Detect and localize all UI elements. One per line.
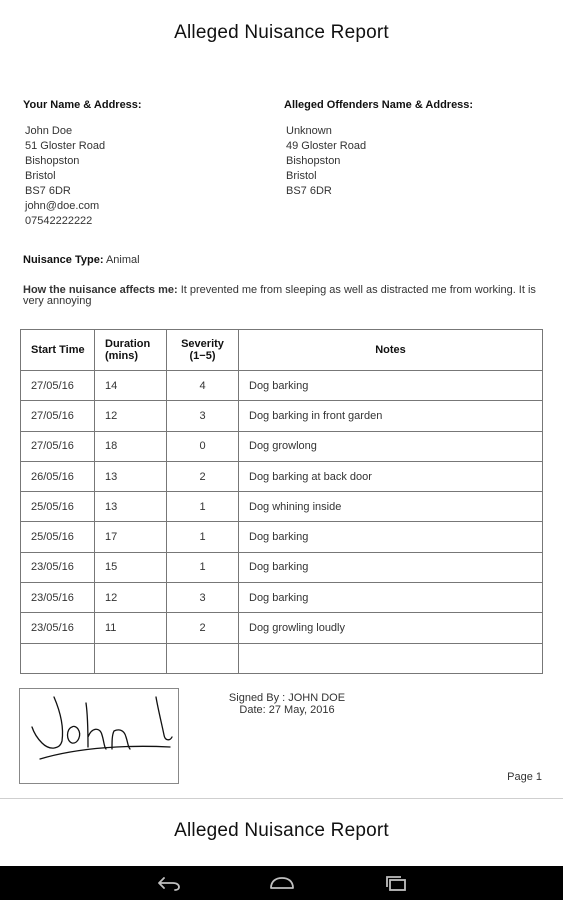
cell-severity: 4 <box>167 371 239 401</box>
cell-duration: 15 <box>95 552 167 582</box>
cell-notes: Dog barking <box>239 371 543 401</box>
back-button[interactable] <box>149 866 189 900</box>
cell-date: 26/05/16 <box>21 461 95 491</box>
empty-cell <box>239 643 543 673</box>
your-address-line: Bristol <box>25 170 56 182</box>
cell-notes: Dog barking <box>239 552 543 582</box>
cell-date: 23/05/16 <box>21 583 95 613</box>
offender-address-line: Unknown <box>286 125 332 137</box>
cell-date: 23/05/16 <box>21 552 95 582</box>
table-row <box>21 461 543 491</box>
page-divider <box>0 798 563 799</box>
back-icon <box>156 875 182 891</box>
signed-date: Date: 27 May, 2016 <box>239 704 335 716</box>
table-row <box>21 431 543 461</box>
cell-severity: 2 <box>167 613 239 643</box>
table-row <box>21 583 543 613</box>
cell-date: 27/05/16 <box>21 401 95 431</box>
table-row <box>21 522 543 552</box>
cell-duration: 11 <box>95 613 167 643</box>
header-start-time: Start Time <box>21 330 95 371</box>
cell-duration: 18 <box>95 431 167 461</box>
signature-box <box>19 688 179 784</box>
nuisance-log-table <box>20 329 543 674</box>
empty-cell <box>95 643 167 673</box>
cell-severity: 1 <box>167 552 239 582</box>
page-number: Page 1 <box>507 771 542 783</box>
header-severity-label: Severity <box>181 338 224 350</box>
recent-apps-icon <box>383 875 409 891</box>
empty-cell <box>21 643 95 673</box>
affects-label: How the nuisance affects me: <box>23 284 178 296</box>
home-button[interactable] <box>262 866 302 900</box>
cell-notes: Dog barking <box>239 583 543 613</box>
android-nav-bar <box>0 866 563 900</box>
header-notes: Notes <box>239 330 543 371</box>
cell-notes: Dog barking <box>239 522 543 552</box>
empty-cell <box>167 643 239 673</box>
your-name-address-heading: Your Name & Address: <box>23 99 142 111</box>
cell-date: 25/05/16 <box>21 492 95 522</box>
your-address-line: John Doe <box>25 125 73 137</box>
cell-date: 27/05/16 <box>21 431 95 461</box>
offender-address-block <box>286 124 366 199</box>
cell-notes: Dog growling loudly <box>239 613 543 643</box>
next-page-title: Alleged Nuisance Report <box>174 820 389 841</box>
your-phone: 07542222222 <box>25 215 93 227</box>
signature-info <box>222 692 352 716</box>
cell-notes: Dog growlong <box>239 431 543 461</box>
page-title: Alleged Nuisance Report <box>174 22 389 43</box>
cell-severity: 0 <box>167 431 239 461</box>
table-header-row <box>21 330 543 371</box>
header-severity <box>167 330 239 371</box>
cell-duration: 12 <box>95 583 167 613</box>
cell-notes: Dog barking in front garden <box>239 401 543 431</box>
offender-address-line: BS7 6DR <box>286 185 332 197</box>
affects-value: It prevented me from sleeping as well as distracted me from working. It is very annoying <box>23 284 536 307</box>
offender-address-line: Bristol <box>286 170 317 182</box>
table-row <box>21 492 543 522</box>
table-empty-row <box>21 643 543 673</box>
cell-duration: 13 <box>95 461 167 491</box>
your-address-line: 51 Gloster Road <box>25 140 106 152</box>
cell-notes: Dog barking at back door <box>239 461 543 491</box>
table-row <box>21 371 543 401</box>
cell-severity: 1 <box>167 492 239 522</box>
table-row <box>21 401 543 431</box>
signed-by: Signed By : JOHN DOE <box>228 692 346 704</box>
nuisance-affects <box>23 285 543 307</box>
home-icon <box>269 875 295 891</box>
cell-duration: 17 <box>95 522 167 552</box>
offender-address-line: 49 Gloster Road <box>286 140 367 152</box>
table-row <box>21 613 543 643</box>
nuisance-type-label: Nuisance Type: <box>23 254 104 266</box>
cell-severity: 1 <box>167 522 239 552</box>
cell-duration: 14 <box>95 371 167 401</box>
offender-address-line: Bishopston <box>286 155 341 167</box>
cell-date: 25/05/16 <box>21 522 95 552</box>
cell-date: 23/05/16 <box>21 613 95 643</box>
cell-notes: Dog whining inside <box>239 492 543 522</box>
table-row <box>21 552 543 582</box>
offender-address-heading: Alleged Offenders Name & Address: <box>284 99 474 111</box>
cell-severity: 2 <box>167 461 239 491</box>
cell-duration: 12 <box>95 401 167 431</box>
cell-duration: 13 <box>95 492 167 522</box>
cell-severity: 3 <box>167 583 239 613</box>
your-address-line: Bishopston <box>25 155 80 167</box>
signature-image <box>20 689 178 783</box>
cell-severity: 3 <box>167 401 239 431</box>
your-address-block <box>25 124 105 229</box>
nuisance-type-value: Animal <box>105 254 140 266</box>
your-email: john@doe.com <box>25 200 100 212</box>
your-address-line: BS7 6DR <box>25 185 71 197</box>
header-severity-range: (1−5) <box>189 350 216 362</box>
cell-date: 27/05/16 <box>21 371 95 401</box>
recent-apps-button[interactable] <box>376 866 416 900</box>
nuisance-type <box>23 254 140 266</box>
header-duration: Duration (mins) <box>95 330 167 371</box>
